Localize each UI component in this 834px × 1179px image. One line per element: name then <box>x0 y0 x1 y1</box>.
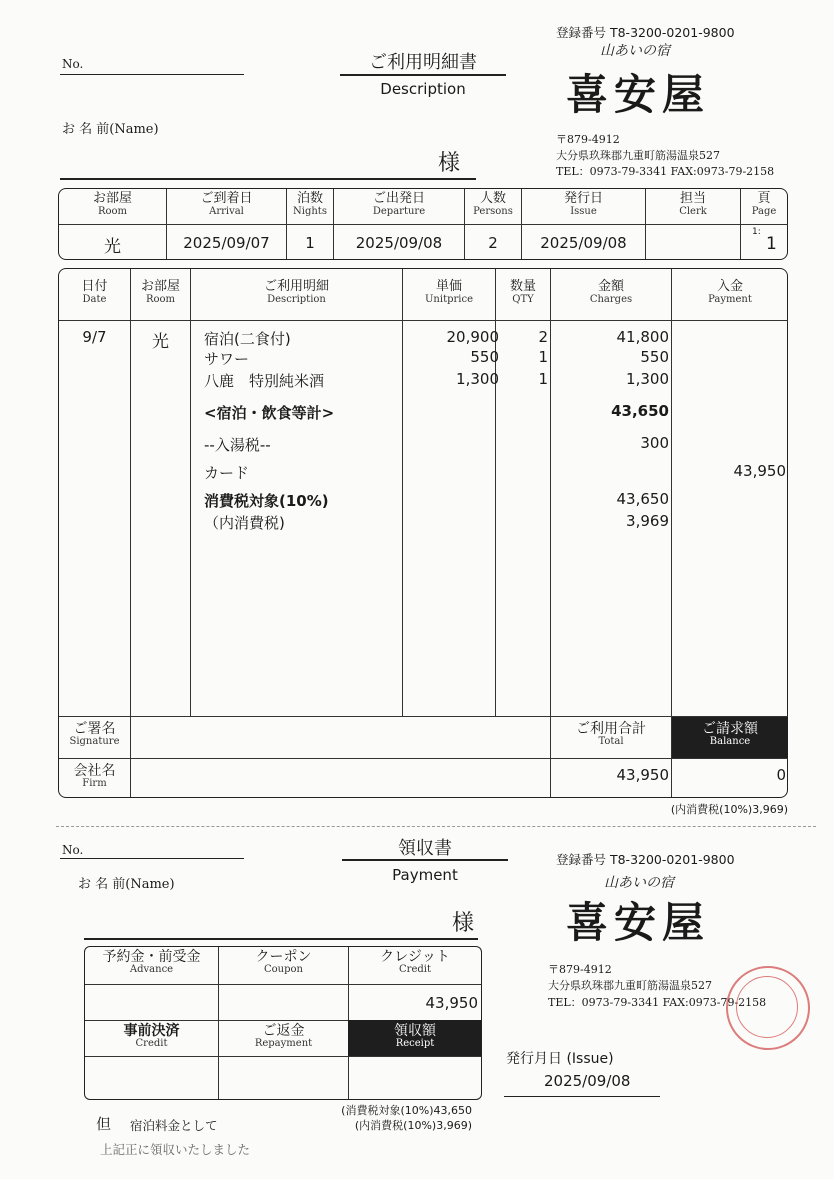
tax-note: (内消費税(10%)3,969) <box>670 803 788 816</box>
detail-header-date-en: Date <box>82 294 107 305</box>
page-title-en: Description <box>380 80 466 98</box>
issue-date-label: 発行月日 (Issue) <box>506 1051 614 1067</box>
detail-room: 光 <box>152 332 169 352</box>
line-unitprice: 20,900 <box>446 328 499 346</box>
line-description: 宿泊(二食付) <box>204 330 291 348</box>
detail-header-divider <box>59 320 788 321</box>
receipt-prepaid-label: 事前決済 <box>123 1023 180 1039</box>
stay-header-arrival-en: Arrival <box>209 206 244 217</box>
detail-header-room-en: Room <box>145 294 176 305</box>
receipt-prepaid-label-en: Credit <box>135 1038 168 1049</box>
receipt-sama-label: 様 <box>452 911 475 936</box>
issue-date-value: 2025/09/08 <box>544 1072 631 1090</box>
line-charge: 3,969 <box>626 512 669 530</box>
receipt-name-underline <box>84 938 478 940</box>
receipt-purpose: 宿泊料金として <box>130 1118 218 1133</box>
stay-header-issue-en: Issue <box>570 206 597 217</box>
issue-date-underline <box>504 1096 660 1097</box>
receipt-hotel-address: 大分県玖珠郡九重町筋湯温泉527 <box>548 979 712 992</box>
receipt-repayment-label: ご返金 <box>262 1023 305 1039</box>
receipt-amount-label-en: Receipt <box>395 1038 435 1049</box>
detail-header-room: お部屋 <box>140 279 180 294</box>
line-description: <宿泊・飲食等計> <box>204 404 335 422</box>
receipt-advance-label: 予約金・前受金 <box>102 949 201 965</box>
detail-header-description-en: Description <box>267 294 326 305</box>
receipt-registration-number: 登録番号 T8-3200-0201-9800 <box>556 852 735 867</box>
stay-header-room: お部屋 <box>92 191 132 206</box>
line-qty: 1 <box>538 348 548 366</box>
line-description: --入湯税-- <box>204 436 271 454</box>
detail-header-unitprice: 単価 <box>435 279 462 294</box>
total-label: ご利用合計 <box>576 721 646 737</box>
title-underline <box>340 74 506 76</box>
stay-header-nights: 泊数 <box>296 191 323 206</box>
receipt-taxable-note: (消費税対象(10%)43,650 <box>341 1104 472 1117</box>
stay-page: 1 <box>766 234 777 254</box>
stay-header-persons: 人数 <box>479 191 506 206</box>
receipt-coupon-label: クーポン <box>255 949 312 965</box>
stay-nights: 1 <box>305 234 315 252</box>
registration-number: 登録番号 T8-3200-0201-9800 <box>556 25 735 40</box>
stay-header-clerk-en: Clerk <box>679 206 707 217</box>
stay-arrival: 2025/09/07 <box>183 234 270 252</box>
tadashi-label: 但 <box>96 1115 112 1133</box>
receipt-coupon-label-en: Coupon <box>264 964 303 975</box>
detail-header-qty: 数量 <box>509 279 536 294</box>
receipt-credit-value: 43,950 <box>425 994 478 1012</box>
line-qty: 2 <box>538 328 548 346</box>
balance-label: ご請求額 <box>702 721 758 737</box>
balance-value: 0 <box>776 766 786 784</box>
receipt-included-tax-note: (内消費税(10%)3,969) <box>354 1119 472 1132</box>
stay-table-divider <box>59 224 788 225</box>
detail-header-date: 日付 <box>81 279 108 294</box>
stay-header-page-en: Page <box>751 206 777 217</box>
line-description: カード <box>204 464 250 482</box>
name-label: お 名 前(Name) <box>62 122 159 137</box>
signature-label: ご署名 <box>73 721 116 737</box>
page-title: ご利用明細書 <box>369 52 477 73</box>
receipt-title-en: Payment <box>392 866 458 884</box>
receipt-no-label: No. <box>62 843 84 857</box>
no-underline <box>60 74 244 75</box>
no-label: No. <box>62 57 84 71</box>
receipt-hotel-postal: 〒879-4912 <box>548 963 612 976</box>
line-description: （内消費税) <box>204 514 285 532</box>
receipt-confirmation: 上記正に領収いたしました <box>100 1142 251 1157</box>
receipt-no-underline <box>60 858 244 859</box>
hotel-address: 大分県玖珠郡九重町筋湯温泉527 <box>556 149 720 162</box>
signature-label-en: Signature <box>69 736 120 747</box>
receipt-name-label: お 名 前(Name) <box>78 877 175 892</box>
receipt-hotel-tel-fax: TEL：0973-79-3341 FAX:0973-79-2158 <box>548 996 767 1009</box>
receipt-hotel-tagline: 山あいの宿 <box>604 875 674 891</box>
line-charge: 43,650 <box>616 490 669 508</box>
stay-page-prefix: 1: <box>752 227 761 237</box>
detail-header-qty-en: QTY <box>512 294 534 305</box>
receipt-title-underline <box>342 859 508 861</box>
receipt-repayment-label-en: Repayment <box>254 1038 313 1049</box>
line-payment: 43,950 <box>733 462 786 480</box>
detail-header-unitprice-en: Unitprice <box>425 294 473 305</box>
line-description: 八鹿 特別純米酒 <box>204 372 325 390</box>
line-charge: 550 <box>640 348 669 366</box>
detail-date: 9/7 <box>82 328 107 346</box>
stay-header-persons-en: Persons <box>473 206 513 217</box>
receipt-hotel-logo: 喜安屋 <box>566 898 711 947</box>
sama-label: 様 <box>438 151 461 176</box>
firm-label-en: Firm <box>82 778 107 789</box>
total-value: 43,950 <box>616 766 669 784</box>
receipt-credit-label: クレジット <box>380 949 450 965</box>
stay-header-clerk: 担当 <box>679 191 706 206</box>
line-charge: 41,800 <box>616 328 669 346</box>
total-label-en: Total <box>598 736 624 747</box>
detail-header-charges: 金額 <box>597 279 624 294</box>
balance-label-en: Balance <box>709 736 751 747</box>
stay-room: 光 <box>104 237 121 257</box>
line-description: 消費税対象(10%) <box>204 492 329 510</box>
hotel-tel-fax: TEL：0973-79-3341 FAX:0973-79-2158 <box>556 165 775 178</box>
stay-issue: 2025/09/08 <box>540 234 627 252</box>
stay-header-room-en: Room <box>97 206 128 217</box>
detail-header-payment: 入金 <box>716 279 743 294</box>
company-seal-stamp <box>726 966 810 1050</box>
line-unitprice: 550 <box>470 348 499 366</box>
firm-label: 会社名 <box>73 763 116 779</box>
line-unitprice: 1,300 <box>456 370 499 388</box>
perforation-line <box>56 826 816 827</box>
line-qty: 1 <box>538 370 548 388</box>
stay-header-issue: 発行日 <box>563 191 603 206</box>
stay-header-departure-en: Departure <box>372 206 426 217</box>
stay-header-page: 頁 <box>757 191 771 206</box>
receipt-amount-label: 領収額 <box>394 1023 436 1039</box>
hotel-logo: 喜安屋 <box>566 70 711 119</box>
stay-persons: 2 <box>488 234 498 252</box>
receipt-credit-label-en: Credit <box>399 964 431 975</box>
line-description: サワー <box>204 350 250 368</box>
detail-header-payment-en: Payment <box>708 294 752 305</box>
name-underline <box>60 178 476 180</box>
stay-departure: 2025/09/08 <box>355 234 443 252</box>
line-charge: 1,300 <box>626 370 669 388</box>
detail-header-description: ご利用明細 <box>263 279 329 294</box>
hotel-tagline: 山あいの宿 <box>600 43 670 59</box>
stay-header-arrival: ご到着日 <box>200 191 253 206</box>
receipt-title: 領収書 <box>398 838 452 859</box>
detail-header-charges-en: Charges <box>589 294 633 305</box>
hotel-postal: 〒879-4912 <box>556 133 620 146</box>
line-charge: 300 <box>640 434 669 452</box>
stay-header-nights-en: Nights <box>293 206 327 217</box>
footer-divider <box>59 758 788 759</box>
line-charge: 43,650 <box>611 402 669 420</box>
receipt-advance-label-en: Advance <box>129 964 174 975</box>
stay-header-departure: ご出発日 <box>372 191 425 206</box>
